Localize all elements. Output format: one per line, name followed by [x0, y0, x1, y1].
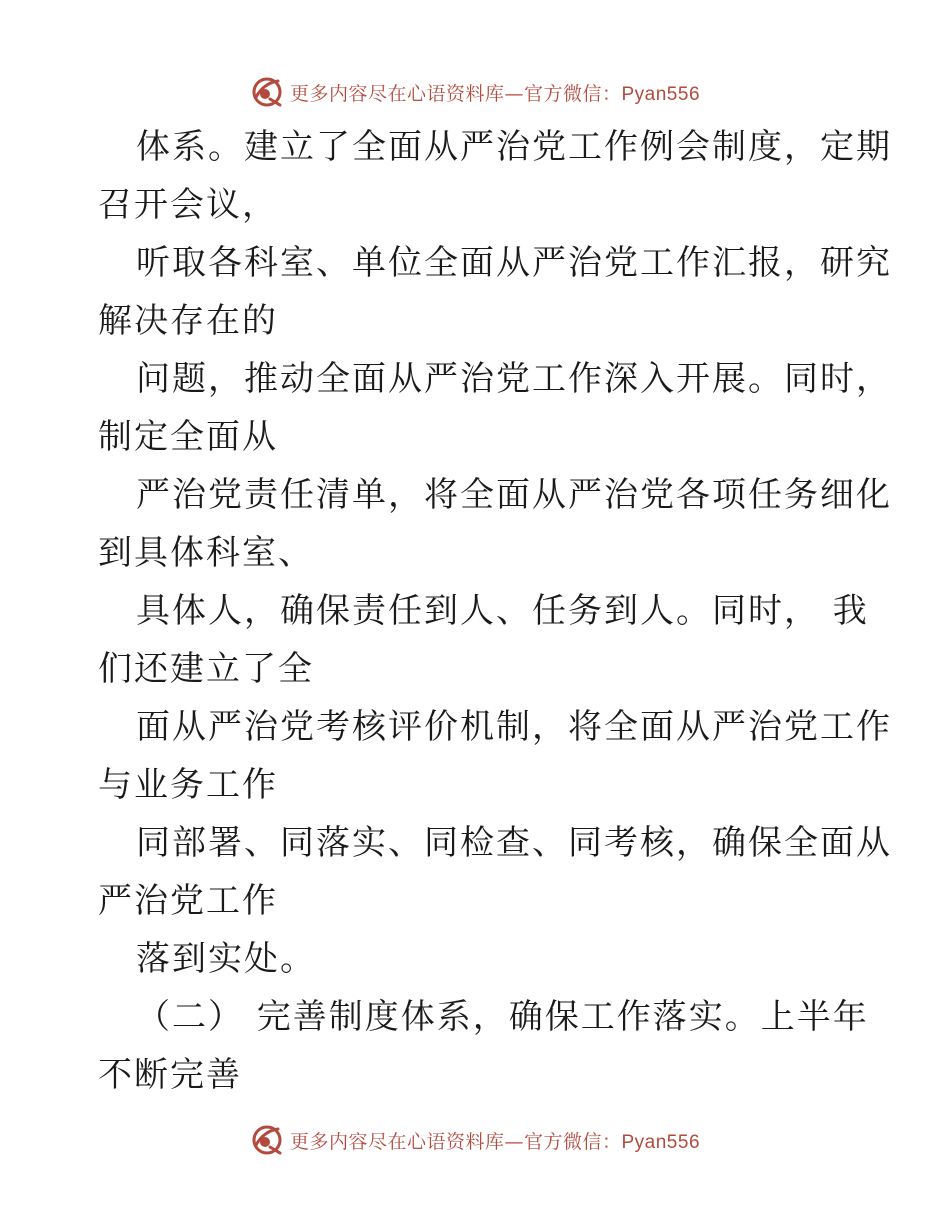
text-line: 召开会议，: [98, 185, 278, 225]
text-line: 听取各科室、单位全面从严治党工作汇报，研究: [136, 243, 892, 283]
text-line: 们还建立了全: [98, 649, 314, 689]
text-line: 解决存在的: [98, 301, 278, 341]
text-line: 体系。建立了全面从严治党工作例会制度，定期: [136, 127, 892, 167]
text-line: 与业务工作: [98, 765, 278, 805]
text-line: 问题，推动全面从严治党工作深入开展。同时，: [136, 359, 892, 399]
text-line: 落到实处。: [136, 939, 316, 979]
footer-watermark: [0, 1120, 950, 1160]
watermark-wechat-id: Pyan556: [621, 83, 701, 105]
text-line: 制定全面从: [98, 417, 278, 457]
ink-seal-logo-icon: [250, 1123, 284, 1157]
watermark-text: [290, 1127, 700, 1154]
header-watermark: [0, 72, 950, 112]
watermark-wechat-id: Pyan556: [621, 1131, 701, 1153]
document-body: [98, 118, 892, 1104]
section-heading-line: （二） 完善制度体系，确保工作落实。上半年: [136, 997, 869, 1037]
text-line: 面从严治党考核评价机制，将全面从严治党工作: [136, 707, 892, 747]
text-line: 具体人，确保责任到人、任务到人。同时， 我: [136, 591, 869, 631]
text-line: 同部署、同落实、同检查、同考核，确保全面从: [136, 823, 892, 863]
watermark-text-cn: 更多内容尽在心语资料库—官方微信：: [289, 82, 622, 105]
text-line: 严治党责任清单，将全面从严治党各项任务细化: [136, 475, 892, 515]
text-line: 到具体科室、: [98, 533, 314, 573]
watermark-text: [290, 79, 700, 106]
text-line: 严治党工作: [98, 881, 278, 921]
watermark-text-cn: 更多内容尽在心语资料库—官方微信：: [289, 1130, 622, 1153]
ink-seal-logo-icon: [250, 75, 284, 109]
text-line: 不断完善: [98, 1055, 242, 1095]
